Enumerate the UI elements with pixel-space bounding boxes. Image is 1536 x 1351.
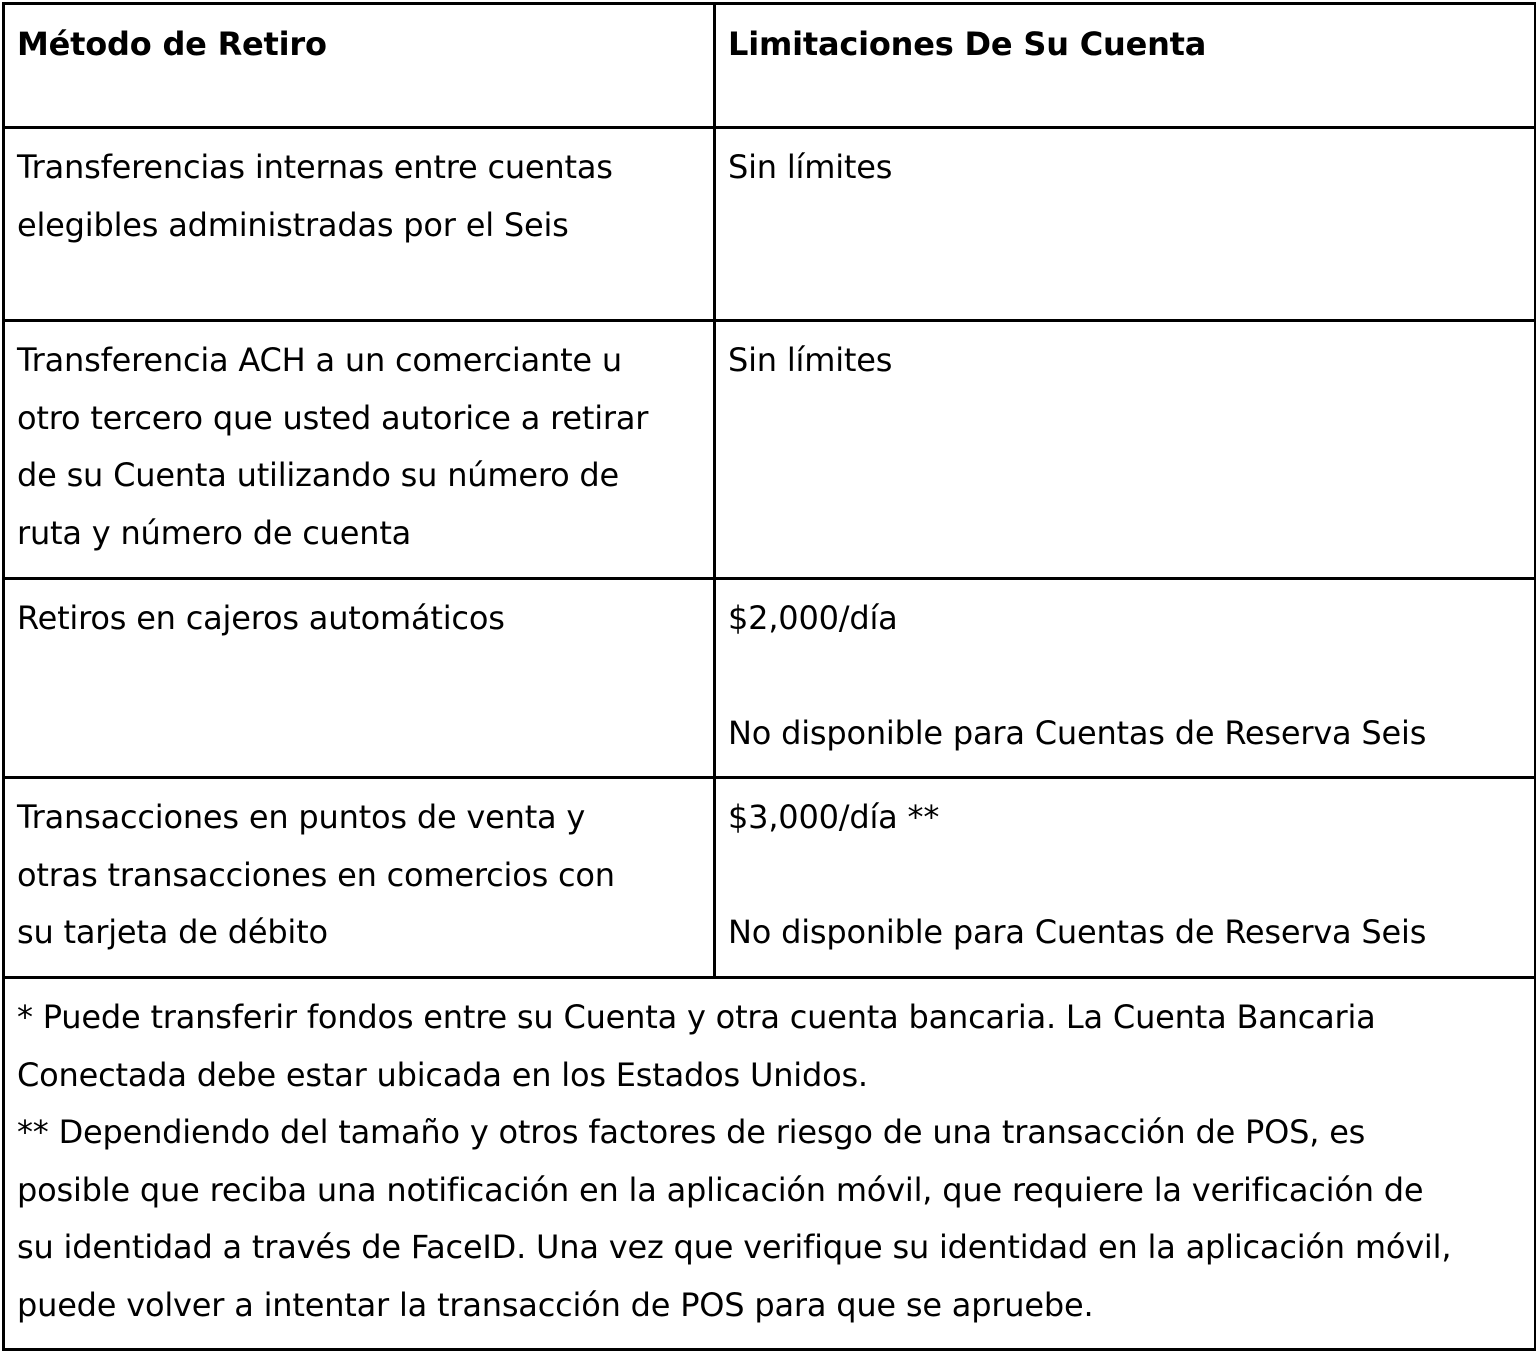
method-text: Retiros en cajeros automáticos bbox=[17, 599, 505, 637]
limit-text: $2,000/día bbox=[728, 599, 898, 637]
limit-cell bbox=[715, 321, 1536, 579]
method-cell bbox=[4, 778, 715, 978]
footnote-text: * Puede transferir fondos entre su Cuenta y otra cuenta bancaria. La Cuenta Bancaria bbox=[17, 998, 1376, 1036]
method-cell bbox=[4, 579, 715, 778]
limit-text: Sin límites bbox=[728, 148, 893, 186]
method-cell bbox=[4, 128, 715, 321]
limit-note: No disponible para Cuentas de Reserva Seis bbox=[728, 913, 1427, 951]
method-text: ruta y número de cuenta bbox=[17, 513, 412, 552]
header-limits: Limitaciones De Su Cuenta bbox=[715, 4, 1536, 128]
table-row bbox=[4, 778, 1536, 978]
method-text: Transferencias internas entre cuentas bbox=[17, 148, 613, 186]
withdrawal-limits-table bbox=[2, 2, 1536, 1351]
method-text: Transacciones en puntos de venta y bbox=[17, 798, 586, 836]
limit-cell bbox=[715, 128, 1536, 321]
footnotes-row bbox=[4, 978, 1536, 1350]
footnote-text: su identidad a través de FaceID. Una vez que verifique su identidad en la aplicación móvil, bbox=[17, 1228, 1452, 1266]
method-text: de su Cuenta utilizando su número de bbox=[17, 456, 620, 494]
blank-line bbox=[728, 648, 1522, 706]
header-method: Método de Retiro bbox=[4, 4, 715, 128]
limit-cell bbox=[715, 579, 1536, 778]
method-text: su tarjeta de débito bbox=[17, 913, 328, 951]
footnote-text: Conectada debe estar ubicada en los Estados Unidos. bbox=[17, 1055, 868, 1094]
footnote-text: ** Dependiendo del tamaño y otros factores de riesgo de una transacción de POS, es bbox=[17, 1113, 1366, 1151]
table-header-row bbox=[4, 4, 1536, 128]
limit-cell bbox=[715, 778, 1536, 978]
limit-note: No disponible para Cuentas de Reserva Seis bbox=[728, 714, 1427, 752]
footnote-text: posible que reciba una notificación en la aplicación móvil, que requiere la verificación de bbox=[17, 1170, 1424, 1209]
table-row bbox=[4, 128, 1536, 321]
blank-line bbox=[728, 847, 1522, 905]
limit-text: Sin límites bbox=[728, 341, 893, 379]
method-text: otras transacciones en comercios con bbox=[17, 855, 615, 894]
limit-text: $3,000/día ** bbox=[728, 798, 940, 836]
footnote-text: puede volver a intentar la transacción de POS para que se apruebe. bbox=[17, 1285, 1094, 1324]
method-cell bbox=[4, 321, 715, 579]
table-row bbox=[4, 579, 1536, 778]
footnotes-cell bbox=[4, 978, 1536, 1350]
table-row bbox=[4, 321, 1536, 579]
method-text: otro tercero que usted autorice a retirar bbox=[17, 398, 649, 437]
method-text: Transferencia ACH a un comerciante u bbox=[17, 341, 622, 379]
method-text: elegibles administradas por el Seis bbox=[17, 205, 569, 244]
